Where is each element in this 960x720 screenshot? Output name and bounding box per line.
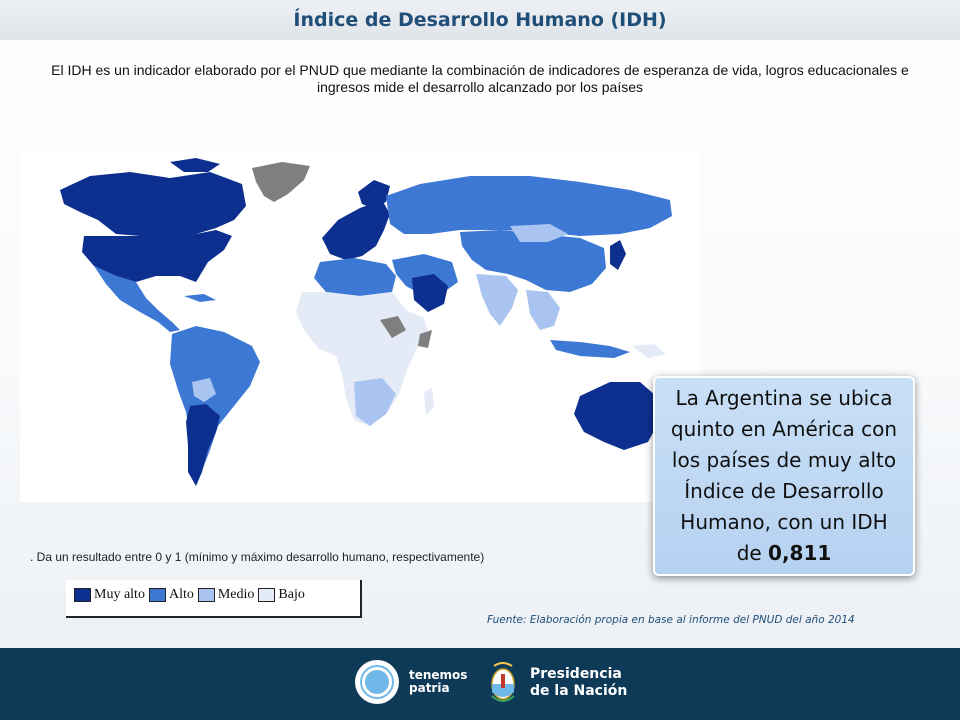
map-legend (66, 580, 362, 618)
south-america (170, 326, 260, 476)
australia (574, 382, 660, 450)
logo1-line1: tenemos (409, 668, 468, 682)
argentina-callout (653, 376, 915, 576)
legend-label: Medio (217, 587, 255, 602)
japan (610, 240, 626, 270)
world-map-svg (20, 150, 700, 502)
legend-label: Muy alto (94, 587, 145, 602)
legend-row (74, 587, 309, 603)
southeast-asia (526, 290, 560, 330)
legend-item-bajo (258, 587, 304, 603)
logo1-text (409, 669, 467, 695)
logo2-line2: de la Nación (530, 683, 628, 699)
papua (632, 344, 666, 358)
arctic-islands (170, 158, 220, 172)
tenemos-patria-logo (355, 660, 467, 704)
legend-label: Alto (168, 587, 194, 602)
canada (60, 172, 246, 236)
legend-swatch (258, 588, 275, 602)
legend-swatch (149, 588, 166, 602)
source-note: Fuente: Elaboración propia en base al informe del PNUD del año 2014 (487, 614, 855, 626)
india (476, 274, 518, 326)
greenland (252, 162, 310, 202)
north-africa (314, 258, 396, 296)
page-title: Índice de Desarrollo Humano (IDH) (293, 9, 667, 31)
legend-item-muy-alto (74, 587, 145, 603)
legend-swatch (74, 588, 91, 602)
madagascar (424, 388, 434, 416)
caribbean (184, 294, 216, 302)
logo1-line2: patria (409, 681, 450, 695)
presidencia-logo (488, 662, 627, 704)
callout-body: La Argentina se ubica quinto en América con los países de muy alto Índice de Desarrollo Humano, con un IDH de (670, 386, 898, 565)
footer-bar (0, 648, 960, 720)
indonesia (550, 340, 630, 358)
coat-of-arms-icon (488, 662, 518, 704)
scandinavia (358, 180, 390, 208)
range-note: . Da un resultado entre 0 y 1 (mínimo y máximo desarrollo humano, respectivamente) (30, 550, 485, 564)
world-map (20, 150, 700, 502)
legend-label: Bajo (278, 587, 305, 602)
sun-circle-icon (355, 660, 399, 704)
intro-text: El IDH es un indicador elaborado por el PNUD que mediante la combinación de indicadores de esperanza de vida, logros educacionales e ingresos mide el desarrollo alcanzado por los países (51, 62, 909, 95)
callout-text (665, 383, 903, 569)
logo2-line1: Presidencia (530, 666, 622, 682)
legend-item-medio (198, 587, 255, 603)
argentina (186, 404, 220, 486)
legend-item-alto (149, 587, 194, 603)
logo2-text (530, 666, 627, 700)
idh-value: 0,811 (768, 541, 832, 565)
legend-swatch (198, 588, 215, 602)
title-bar (0, 0, 960, 40)
europe (322, 200, 390, 260)
